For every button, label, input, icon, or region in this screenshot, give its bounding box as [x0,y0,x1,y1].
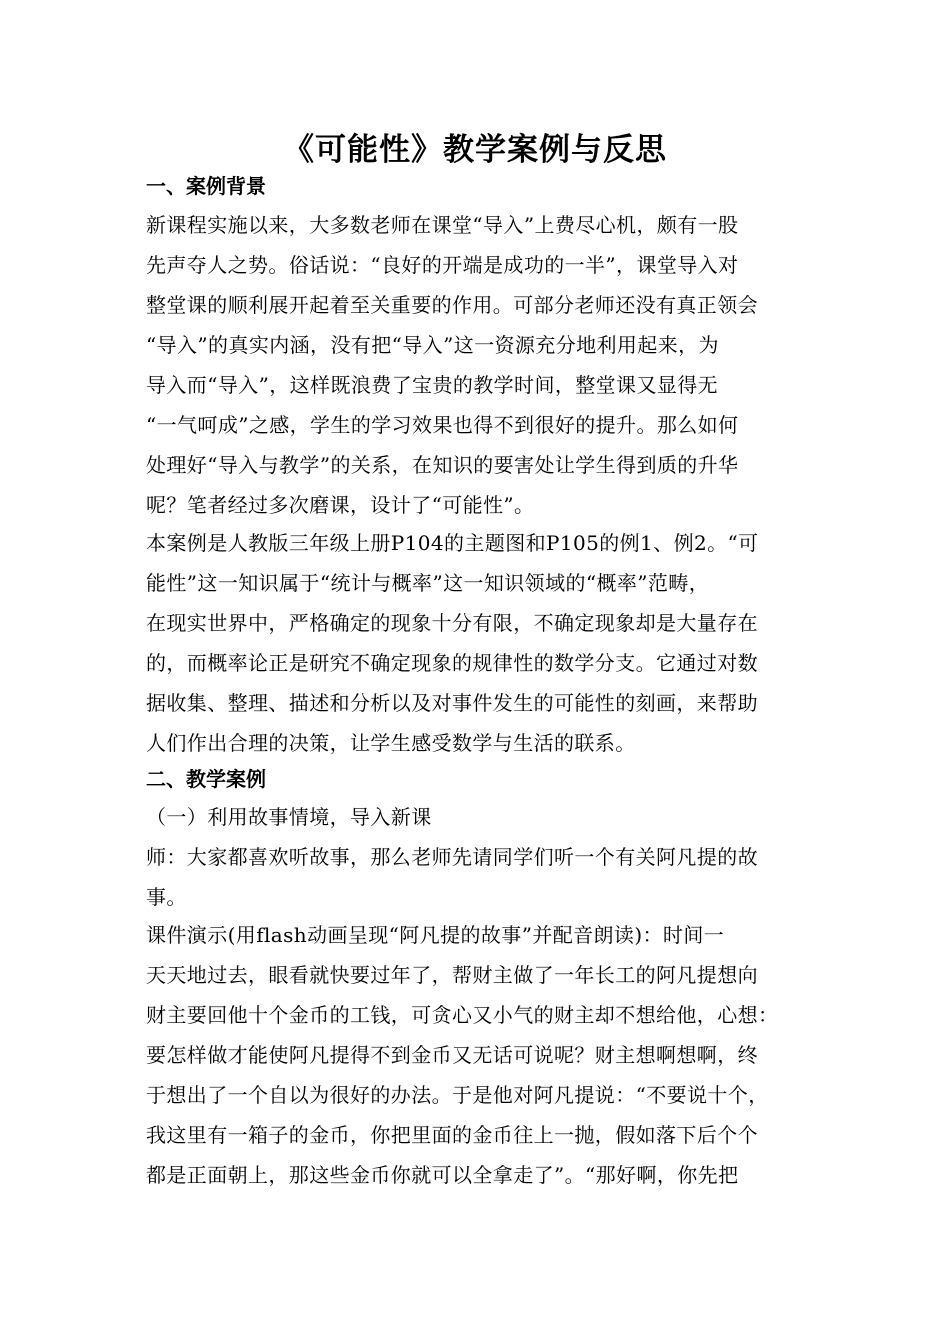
section-heading-teaching-case: 二、教学案例 [146,767,266,791]
paragraph-line: 财主要回他十个金币的工钱，可贪心又小气的财主却不想给他，心想： [146,1003,779,1027]
document-title: 《可能性》教学案例与反思 [283,132,667,168]
paragraph-line: 课件演示(用flash动画呈现“阿凡提的故事”并配音朗读)：时间一 [146,923,725,947]
paragraph-line: 事。 [146,885,187,909]
paragraph-line: 处理好“导入与教学”的关系，在知识的要害处让学生得到质的升华 [146,453,739,477]
paragraph-line: 的，而概率论正是研究不确定现象的规律性的数学分支。它通过对数 [146,651,758,675]
paragraph-line: 师：大家都喜欢听故事，那么老师先请同学们听一个有关阿凡提的故 [146,845,758,869]
paragraph-line: 整堂课的顺利展开起着至关重要的作用。可部分老师还没有真正领会 [146,293,758,317]
section-heading-background: 一、案例背景 [146,174,266,198]
paragraph-line: “一气呵成”之感，学生的学习效果也得不到很好的提升。那么如何 [146,413,739,437]
paragraph-line: 在现实世界中，严格确定的现象十分有限，不确定现象却是大量存在 [146,611,758,635]
paragraph-line: 本案例是人教版三年级上册P104的主题图和P105的例1、例2。“可 [146,531,759,555]
paragraph-line: 要怎样做才能使阿凡提得不到金币又无话可说呢？财主想啊想啊，终 [146,1043,758,1067]
paragraph-line: 我这里有一箱子的金币，你把里面的金币往上一抛，假如落下后个个 [146,1123,758,1147]
paragraph-line: 于想出了一个自以为很好的办法。于是他对阿凡提说：“不要说十个， [146,1083,769,1107]
paragraph-line: 先声夺人之势。俗话说：“良好的开端是成功的一半”，课堂导入对 [146,253,739,277]
paragraph-line: 天天地过去，眼看就快要过年了，帮财主做了一年长工的阿凡提想向 [146,963,758,987]
paragraph-line: 能性”这一知识属于“统计与概率”这一知识领域的“概率”范畴， [146,571,710,595]
paragraph-line: “导入”的真实内涵，没有把“导入”这一资源充分地利用起来，为 [146,333,719,357]
paragraph-line: 人们作出合理的决策，让学生感受数学与生活的联系。 [146,731,636,755]
paragraph-line: 新课程实施以来，大多数老师在课堂“导入”上费尽心机，颇有一股 [146,213,739,237]
paragraph-line: 呢？笔者经过多次磨课，设计了“可能性”。 [146,493,535,517]
paragraph-line: 据收集、整理、描述和分析以及对事件发生的可能性的刻画，来帮助 [146,691,758,715]
paragraph-line: 都是正面朝上，那这些金币你就可以全拿走了”。“那好啊，你先把 [146,1163,739,1187]
paragraph-line: 导入而“导入”，这样既浪费了宝贵的教学时间，整堂课又显得无 [146,373,719,397]
subsection-heading: （一）利用故事情境，导入新课 [146,805,432,829]
